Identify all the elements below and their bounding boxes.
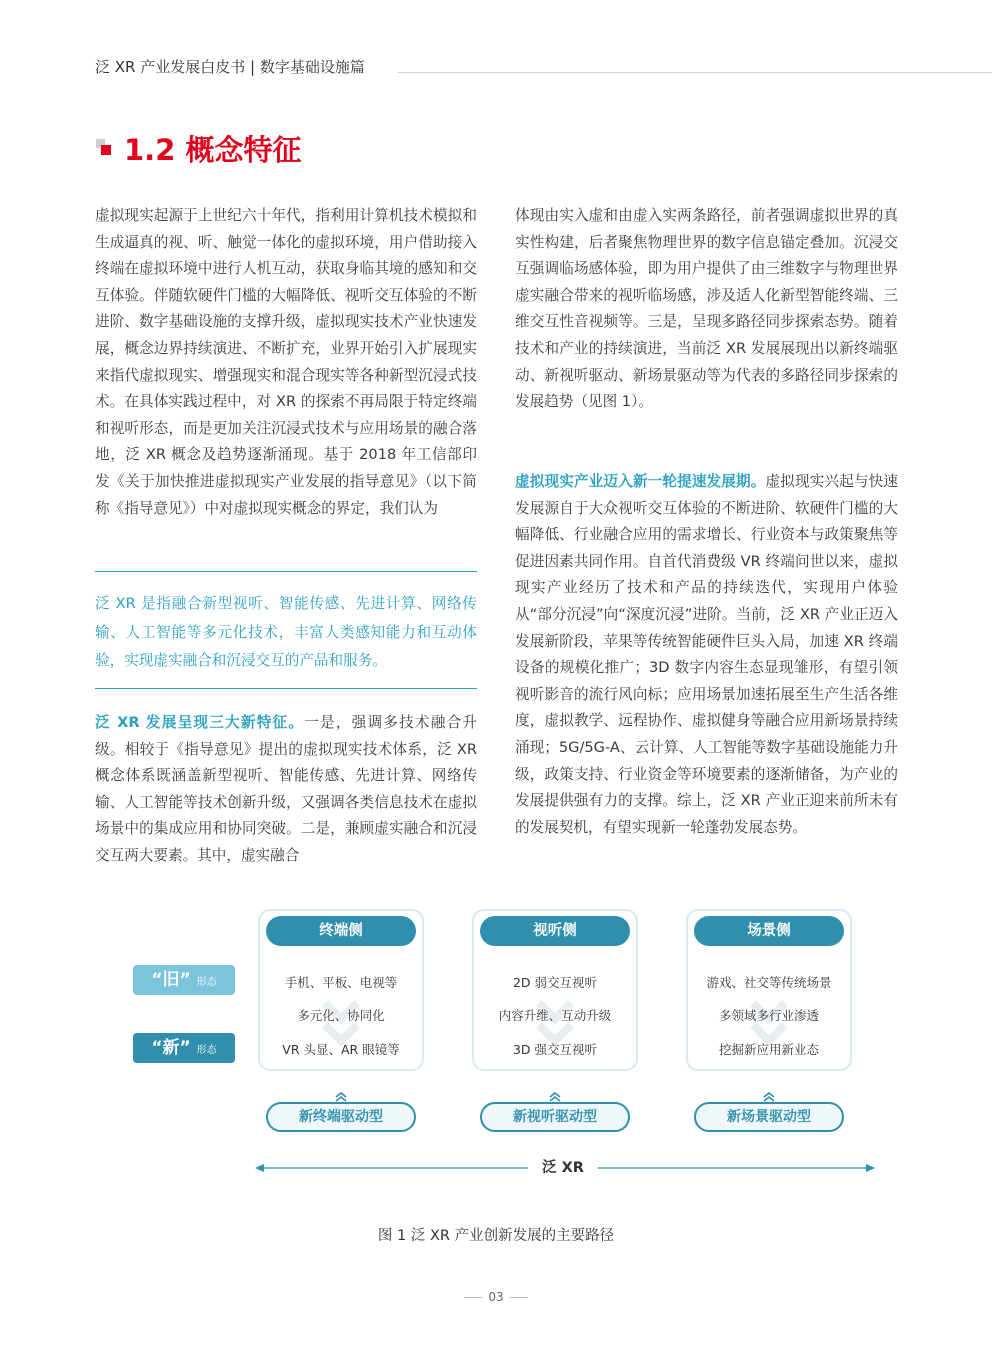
- new-form-tag: “新” 形态: [133, 1033, 235, 1063]
- terminal-item-old: 手机、平板、电视等: [284, 975, 398, 990]
- right-paragraph-2-body: 虚拟现实兴起与快速发展源自于大众视听交互体验的不断进阶、软硬件门槛的大幅降低、行业融合应用的需求增长、行业资本与政策聚焦等促进因素共同作用。自首代消费级 VR 终端问世以来，虚拟现实产业经历了技术和产品的持续迭代，实现用户体验从“部分沉浸”向“深度沉浸”进阶。当前，泛 XR 产业正迈入发展新阶段，苹果等传统智能硬件巨头入局，加速 XR 终端设备的规模化推广；3D 数字内容生态显现雏形，有望引领视听影音的流行风向标；应用场景加速拓展至生产生活各维度，虚拟教学、远程协作、虚拟健身等融合应用新场景持续涌现；5G/5G-A、云计算、人工智能等数字基础设施能力升级，政策支持、行业资金等环境要素的逐渐储备，为产业的发展提供强有力的支撑。综上，泛 XR 产业正迎来前所未有的发展契机，有望实现新一轮蓬勃发展态势。: [515, 473, 898, 836]
- section-marker-accent-icon: [101, 145, 111, 155]
- terminal-item-transition: 多元化、协同化: [297, 1008, 385, 1023]
- header-divider: [398, 72, 992, 73]
- definition-bottom-rule: [95, 688, 477, 689]
- audiovisual-item-transition: 内容升维、互动升级: [498, 1008, 612, 1023]
- right-paragraph-2-lead: 虚拟现实产业迈入新一轮提速发展期。: [515, 473, 766, 490]
- page-number: 03: [488, 1290, 504, 1304]
- left-paragraph-2-lead: 泛 XR 发展呈现三大新特征。: [95, 714, 305, 731]
- left-paragraph-2: [95, 710, 477, 870]
- left-paragraph-1: 虚拟现实起源于上世纪六十年代，指利用计算机技术模拟和生成逼真的视、听、触觉一体化的虚拟环境，用户借助接入终端在虚拟环境中进行人机互动，获取身临其境的感知和交互体验。伴随软硬件门槛的大幅降低、视听交互体验的不断进阶、数字基础设施的支撑升级，虚拟现实技术产业快速发展，概念边界持续演进、不断扩充，业界开始引入扩展现实来指代虚拟现实、增强现实和混合现实等各种新型沉浸式技术。在具体实践过程中，对 XR 的探索不再局限于特定终端和视听形态，而是更加关注沉浸式技术与应用场景的融合落地，泛 XR 概念及趋势逐渐涌现。基于 2018 年工信部印发《关于加快推进虚拟现实产业发展的指导意见》（以下简称《指导意见》）中对虚拟现实概念的界定，我们认为: [95, 207, 477, 517]
- right-paragraph-1: 体现由实入虚和由虚入实两条路径，前者强调虚拟世界的真实性构建，后者聚焦物理世界的数字信息锚定叠加。沉浸交互强调临场感体验，即为用户提供了由三维数字与物理世界虚实融合带来的视听临场感，涉及适人化新型智能终端、三维交互性音视频等。三是，呈现多路径同步探索态势。随着技术和产业的持续演进，当前泛 XR 发展展现出以新终端驱动、新视听驱动、新场景驱动等为代表的多路径同步探索的发展趋势（见图 1）。: [515, 207, 898, 411]
- page-number-right-rule: [510, 1297, 528, 1298]
- terminal-side-title: 终端侧: [266, 916, 416, 946]
- new-audiovisual-driven-label: 新视听驱动型: [480, 1102, 630, 1132]
- left-paragraph-2-body: 一是，强调多技术融合升级。相较于《指导意见》提出的虚拟现实技术体系，泛 XR 概念体系既涵盖新型视听、智能传感、先进计算、网络传输、人工智能等技术创新升级，又强调各类信息技术在虚拟场景中的集成应用和协同突破。二是，兼顾虚实融合和沉浸交互两大要素。其中，虚实融合: [95, 714, 477, 864]
- audiovisual-item-new: 3D 强交互视听: [512, 1042, 598, 1057]
- definition-top-rule: [95, 571, 477, 572]
- document-header-title: 泛 XR 产业发展白皮书 | 数字基础设施篇: [95, 58, 365, 76]
- section-title: 1.2 概念特征: [124, 133, 302, 167]
- figure-caption: 图 1 泛 XR 产业创新发展的主要路径: [377, 1228, 615, 1244]
- axis-label: 泛 XR: [528, 1158, 598, 1178]
- double-chevron-up-icon: [334, 1092, 348, 1102]
- scene-item-new: 挖掘新应用新业态: [718, 1042, 819, 1057]
- old-form-tag: “旧” 形态: [133, 965, 235, 995]
- right-paragraph-2: [515, 469, 898, 841]
- scene-item-old: 游戏、社交等传统场景: [706, 975, 832, 990]
- audiovisual-side-title: 视听侧: [480, 916, 630, 946]
- definition-text: 泛 XR 是指融合新型视听、智能传感、先进计算、网络传输、人工智能等多元化技术，丰富人类感知能力和互动体验，实现虚实融合和沉浸交互的产品和服务。: [95, 595, 477, 669]
- new-terminal-driven-label: 新终端驱动型: [266, 1102, 416, 1132]
- double-chevron-up-icon: [762, 1092, 776, 1102]
- scene-side-title: 场景侧: [694, 916, 844, 946]
- double-chevron-up-icon: [548, 1092, 562, 1102]
- audiovisual-item-old: 2D 弱交互视听: [512, 975, 598, 990]
- new-scene-driven-label: 新场景驱动型: [694, 1102, 844, 1132]
- scene-item-transition: 多领域多行业渗透: [718, 1008, 819, 1023]
- terminal-item-new: VR 头显、AR 眼镜等: [282, 1042, 400, 1057]
